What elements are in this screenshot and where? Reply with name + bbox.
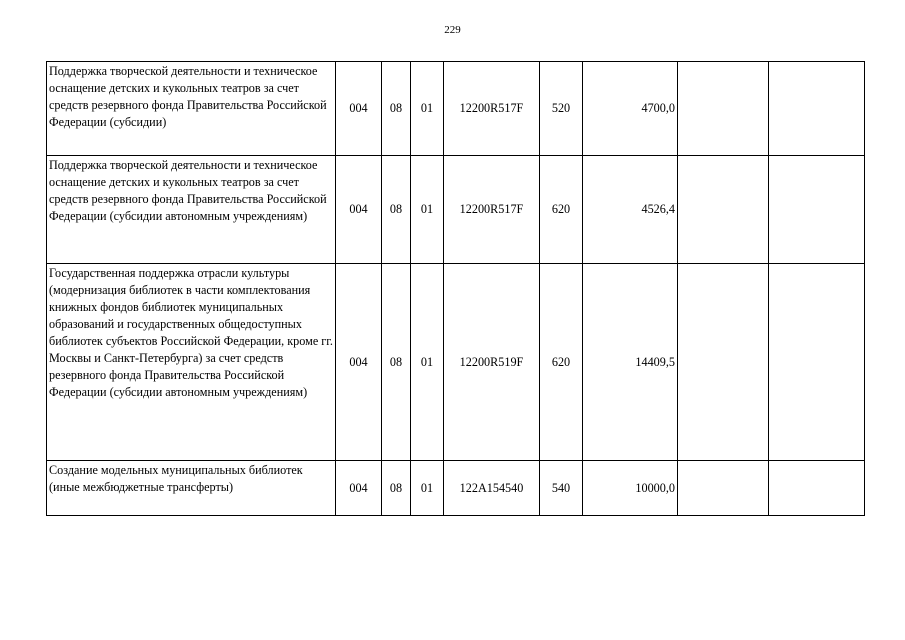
empty-cell <box>678 62 769 156</box>
section-code-cell: 08 <box>382 264 411 461</box>
table-row <box>47 461 865 516</box>
amount-cell: 4700,0 <box>583 62 678 156</box>
ministry-code-cell: 004 <box>336 62 382 156</box>
row-name-cell: Государственная поддержка отрасли культуры (модернизация библиотек в части комплектования книжных фондов библиотек муниципальных образований и государственных общедоступных библиотек субъектов Российской Федерации, кроме гг. Москвы и Санкт-Петербурга) за счет средств резервного фонда Правительства Российской Федерации (субсидии автономным учреждениям) <box>47 264 336 461</box>
amount-cell: 14409,5 <box>583 264 678 461</box>
empty-cell <box>678 264 769 461</box>
empty-cell <box>769 62 865 156</box>
table-row <box>47 62 865 156</box>
ministry-code-cell: 004 <box>336 461 382 516</box>
table-row <box>47 264 865 461</box>
row-name-cell: Поддержка творческой деятельности и техническое оснащение детских и кукольных театров за счет средств резервного фонда Правительства Российской Федерации (субсидии) <box>47 62 336 156</box>
empty-cell <box>769 264 865 461</box>
amount-cell: 10000,0 <box>583 461 678 516</box>
target-article-cell: 12200R519F <box>444 264 540 461</box>
empty-cell <box>678 156 769 264</box>
empty-cell <box>769 461 865 516</box>
row-name-cell: Поддержка творческой деятельности и техническое оснащение детских и кукольных театров за счет средств резервного фонда Правительства Российской Федерации (субсидии автономным учреждениям) <box>47 156 336 264</box>
expense-type-cell: 540 <box>540 461 583 516</box>
section-code-cell: 08 <box>382 62 411 156</box>
expense-type-cell: 520 <box>540 62 583 156</box>
subsection-code-cell: 01 <box>411 156 444 264</box>
expense-type-cell: 620 <box>540 156 583 264</box>
ministry-code-cell: 004 <box>336 264 382 461</box>
amount-cell: 4526,4 <box>583 156 678 264</box>
target-article-cell: 122A154540 <box>444 461 540 516</box>
table-row <box>47 156 865 264</box>
row-name-cell: Создание модельных муниципальных библиотек (иные межбюджетные трансферты) <box>47 461 336 516</box>
ministry-code-cell: 004 <box>336 156 382 264</box>
page-number: 229 <box>444 24 461 36</box>
section-code-cell: 08 <box>382 461 411 516</box>
target-article-cell: 12200R517F <box>444 62 540 156</box>
subsection-code-cell: 01 <box>411 461 444 516</box>
section-code-cell: 08 <box>382 156 411 264</box>
subsection-code-cell: 01 <box>411 264 444 461</box>
target-article-cell: 12200R517F <box>444 156 540 264</box>
budget-table <box>46 61 865 516</box>
expense-type-cell: 620 <box>540 264 583 461</box>
empty-cell <box>769 156 865 264</box>
subsection-code-cell: 01 <box>411 62 444 156</box>
empty-cell <box>678 461 769 516</box>
